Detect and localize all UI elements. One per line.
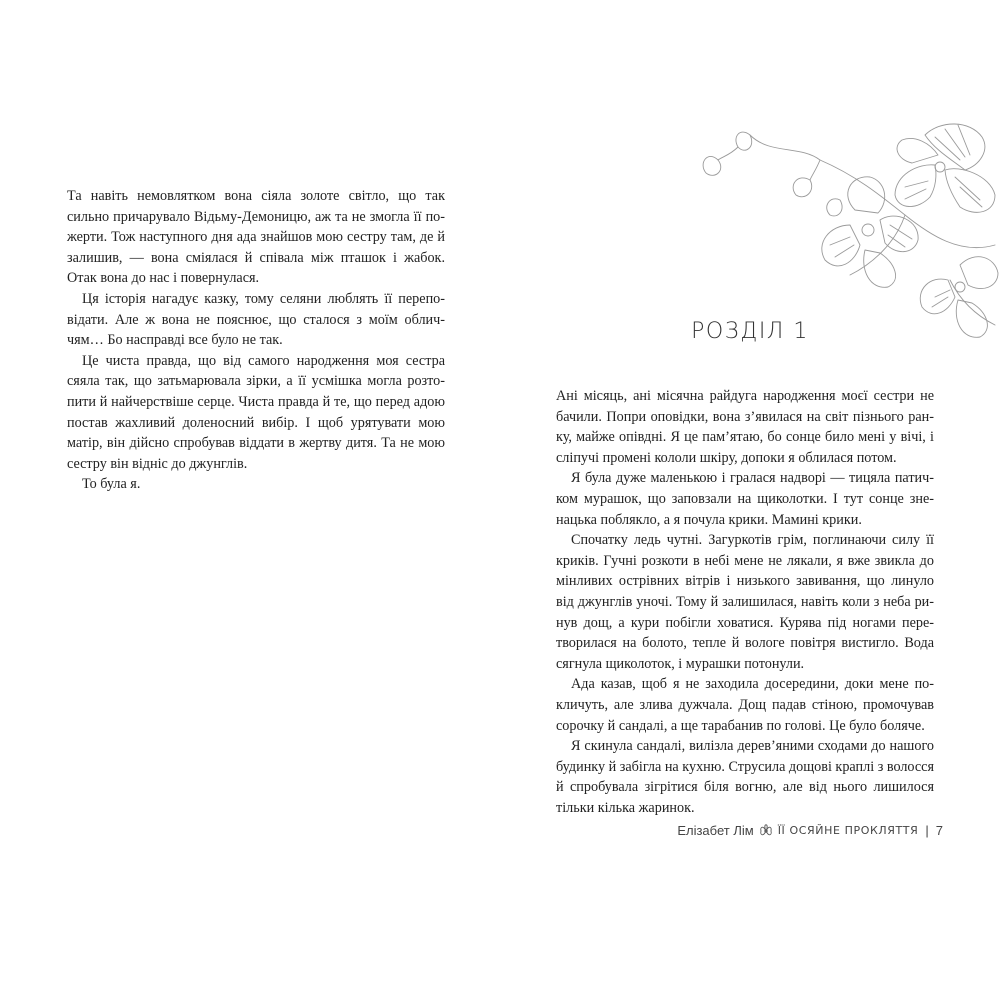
- right-paragraph-4: Ада казав, щоб я не заходила досередини, доки мене покличуть, але злива дужчала. Дощ падав стіною, промочував сорочку й сандалі, а ще тарабанив по голові. Це було боляче.: [556, 676, 934, 734]
- right-paragraph-2: Я була дуже маленькою і гралася надворі — тицяла патичком мурашок, що заповзали на щиколотки. І тут сонце зненацька поблякло, а я почула крики. Мамині крики.: [556, 470, 934, 528]
- footer-separator: |: [925, 823, 929, 838]
- running-footer: [677, 823, 943, 838]
- footer-book-title: ЇЇ ОСЯЙНЕ ПРОКЛЯТТЯ: [777, 824, 919, 837]
- right-page-text: [556, 386, 934, 818]
- left-paragraph-1: Та навіть немовлятком вона сіяла золоте світло, що так сильно причарувало Відьму-Демоницю, аж та не змогла її пожерти. Тож наступного дня ада знайшов мою сестру там, де й залишив, — вона сміялася й співала між пташок і жабок. Отак вона до нас і повернулася.: [67, 188, 445, 287]
- right-paragraph-5: Я скинула сандалі, вилізла дерев’яними сходами до нашого будинку й забігла на кухню. Струсила дощові краплі з волосся й спробувала зігрітися біля вогню, але від нього лишилося тільки кілька жаринок.: [556, 738, 934, 816]
- left-paragraph-2: Ця історія нагадує казку, тому селяни люблять її переповідати. Але ж вона не пояснює, що сталося з моїм обличчям… Бо насправді все було не так.: [67, 290, 445, 349]
- right-paragraph-1: Ані місяць, ані місячна райдуга народження моєї сестри не бачили. Попри оповідки, вона з’явилася на світ пізнього ранку, майже опівдні. Я це пам’ятаю, бо сонце било мені у вічі, і сліпучі промені кололи шкіру, допоки я облилася потом.: [556, 388, 934, 466]
- footer-author: Елізабет Лім: [677, 823, 754, 838]
- page-number: 7: [935, 823, 943, 838]
- right-page: [500, 0, 1000, 1000]
- right-paragraph-3: Спочатку ледь чутні. Загуркотів грім, поглинаючи силу її криків. Гучні розкоти в небі мене не лякали, я вже звикла до мінливих острівних вітрів і низького завивання, що линуло від джунглів уночі. Тому й залишилася, навіть коли з неба ринув дощ, а кури побігли ховатися. Курява під ногами перетворилася на болото, тепле й вологе повітря вистигло. Вода сягнула щиколоток, і мурашки потонули.: [556, 532, 934, 672]
- left-page-text: [67, 186, 445, 495]
- flower-icon: [758, 824, 774, 838]
- left-paragraph-4: То була я.: [82, 476, 141, 493]
- chapter-title: РОЗДІЛ 1: [691, 319, 809, 344]
- left-paragraph-3: Це чиста правда, що від самого народження моя сестра сяяла так, що затьмарювала зірки, а її усмішка могла розтопити й найчерствіше серце. Чиста правда й те, що перед адою постав жахливий доленосний вибір. І щоб урятувати мою матір, він дійсно спробував віддати в жертву дитя. Та не мою сестру він відніс до джунглів.: [67, 352, 445, 472]
